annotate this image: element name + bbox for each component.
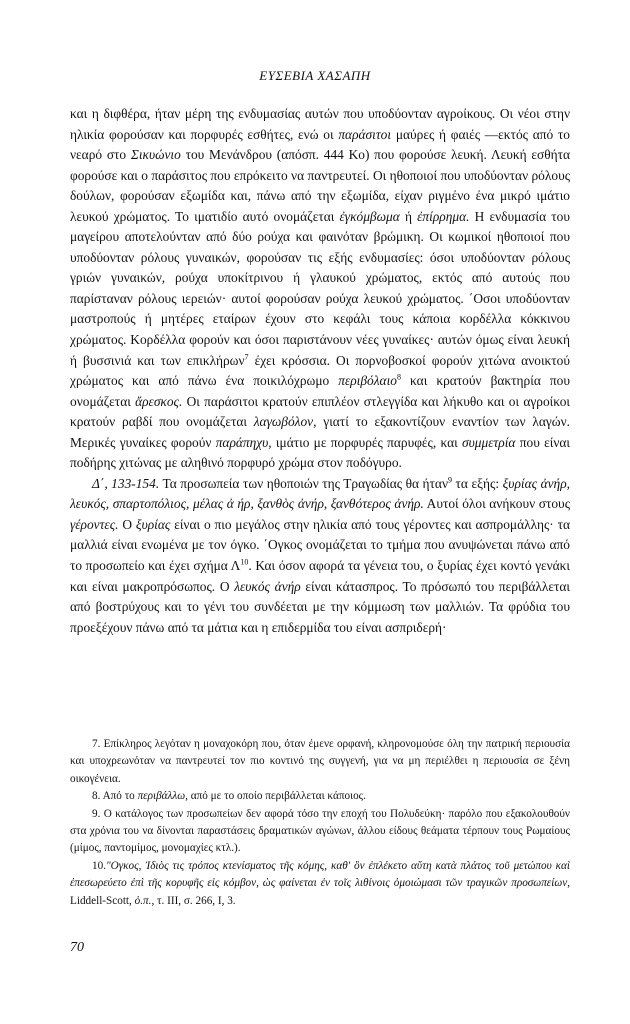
main-text [70,104,570,638]
footnotes [70,736,570,910]
italic-term: λαγωβόλον, [253,414,317,430]
running-head: ΕΥΣΕΒΙΑ ΧΑΣΑΠΗ [259,68,371,83]
italic-term: περιβόλαιο [338,373,397,389]
footnote-10 [70,858,570,910]
text-run: Liddell-Scott, [70,894,135,907]
text-run: μαύρες ή φαιές —εκτός από το νεαρό στο [70,126,570,163]
footnote-ref: 8 [397,372,401,382]
italic-term: ξυρίας [135,516,171,532]
page-number: 70 [70,940,84,955]
paragraph-2 [70,474,570,638]
italic-term: ἐπίρρημα. [417,208,470,224]
italic-term: ἐγκόμβωμα [339,208,400,224]
section-ref: Δ΄, 133-154. [92,475,160,491]
footnote-ref: 9 [448,475,452,485]
text-run: 10. [92,859,106,872]
text-run: Αυτοί όλοι ανήκουν στους [423,496,570,512]
italic-term: γέροντες. [70,516,119,532]
italic-term: ξυρίας ἀνήρ, λευκός, σπαρτοπόλιος, μέλας ἀ ήρ, ξανθὸς ἀνήρ, ξανθότερος ἀνήρ. [70,475,570,512]
text-run: Η ενδυμασία του μαγείρου αποτελούνταν από δύο ρούχα και φαινόταν βρώμικη. Οι κωμικοί ηθοποιοί που υποδύονταν ρόλους γυναικών, φορούσαν τις εξής ενδυμασίες: όσοι υποδύονταν ρόλους γριών γυναικών, ρούχα υποκίτρινου ή γλαυκού χρώματος, εκτός από αυτούς που παρίσταναν ρόλους ιερειών· αυτοί φορούσαν ρούχα λευκού χρώματος. ΄Οσοι υποδύονταν μαστροπούς ή μητέρες εταίρων έχουν στο κεφάλι τους κάποια κορδέλλα κόκκινου χρώματος. Κορδέλλα φορούν και όσοι παριστάνουν νέες γυναίκες· αυτών όμως είναι λευκή ή βυσσινιά και των επικλήρων [70,208,570,368]
footnote-7: 7. Επίκληρος λεγόταν η μοναχοκόρη που, όταν έμενε ορφανή, κληρονομούσε όλη την πατρική περιουσία και υποχρεωνόταν να παντρευτεί τον πιο κοντινό της συγγενή, για να μη περιέλθει η περιουσία σε ξένη οικογένεια. [70,738,570,785]
text-run: είναι κάτασπρος. Το πρόσωπό του περιβάλλεται από βοστρύχους και το γένι του συνδέεται με την κόμμωση των μαλλιών. Τα φρύδια του προεξέχουν πάνω από τα μάτια και η επιδερμίδα του είναι ασπριδερή· [70,578,571,635]
italic-term: ὁ.π. [134,894,152,907]
text-run: και η διφθέρα, ήταν μέρη της ενδυμασίας αυτών που υποδύονταν αγροίκους. Οι νέοι στην ηλικία φορούσαν και πορφυρές εσθήτες, ενώ οι [70,106,570,142]
text-run: τα εξής: [452,475,503,491]
italic-term: λευκός ἀνήρ [234,578,301,594]
italic-term: περιβάλλω, [137,790,188,803]
text-run: και κρατούν βακτηρία που ονομάζεται [70,373,570,409]
italic-quote: "Ογκος, Ἰδιὸς τις τρόπος κτενίσματος τῆς κόμης, καθ' ὃν ἐπλέκετο αὕτη κατὰ πλάτος τοῦ μετώπου καὶ ἐπεσωρεύετο ἐπὶ τῆς κορυφῆς εἰς κόμβον, ὡς φαίνεται ἐν τοῖς λιθίνοις ὁμοιώμασι τῶν τραγικῶν προσωπείων, [70,859,570,890]
text-run: ή [399,208,418,224]
footnote-9: 9. Ο κατάλογος των προσωπείων δεν αφορά τόσο την εποχή του Πολυδεύκη· παρόλο που εξακολουθούν στα χρόνια του να δίνονται παραστάσεις δραματικών αγώνων, άλλου είδους θεάματα τέρπουν τους Ρωμαίους (μίμος, παντομίμος, μονομαχίες κτλ.). [70,807,570,855]
text-run: Οι παράσιτοι κρατούν επιπλέον στλεγγίδα και λήκυθο και οι αγροίκοι κρατούν ραβδί που ονομάζεται [70,393,570,430]
text-run: γιατί το εξακοντίζουν εναντίον των λαγών. Μερικές γυναίκες φορούν [70,414,570,450]
text-run: είναι ο πιο μεγάλος στην ηλικία από τους γέροντες και ασπρομάλλης· τα μαλλιά είναι ενωμένα με τον όγκο. ΄Ογκος ονομάζεται το τμήμα που ανυψώνεται πάνω από το προσωπείο και έχει σχήμα Λ [70,516,570,574]
italic-term: συμμετρία [462,434,516,450]
footnote-ref: 10 [240,557,249,567]
text-run: , τ. III, σ. 266, I, 3. [151,894,236,907]
paragraph-1 [70,104,570,474]
text-run: από με το οποίο περιβάλλεται κάποιος. [187,790,366,803]
footnote-ref: 7 [244,352,249,362]
italic-term: Σικυώνιο [130,147,181,163]
text-run: Ο [118,516,136,532]
text-run: ιμάτιο με πορφυρές παρυφές, και [271,434,463,450]
text-run: . Και όσον αφορά τα γένεια του, ο ξυρίας έχει κοντό γενάκι και είναι μακροπρόσωπος. Ο [70,558,570,594]
text-run: έχει κρόσσια. Οι πορνοβοσκοί φορούν χιτώνα ανοικτού χρώματος και από πάνω ένα ποικιλόχρωμο [70,352,571,389]
italic-term: παράσιτοι [338,126,392,142]
italic-term: παράπηχυ, [215,434,272,450]
text-run: Τα προσωπεία των ηθοποιών της Τραγωδίας θα ήταν [159,475,448,491]
text-run: του Μενάνδρου (απόσπ. 444 Ko) που φορούσε λευκή. Λευκή εσθήτα φορούσε και ο παράσιτος που επρόκειτο να παντρευτεί. Οι ηθοποιοί που υποδύονταν ρόλους δούλων, φορούσαν εξωμίδα και, πάνω από την εξωμίδα, είχαν ριγμένο ένα μικρό ιμάτιο λευκού χρώματος. Το ιματιδίο αυτό ονομάζεται [70,147,571,224]
footnote-8 [70,788,570,805]
italic-term: ἄρεσκος. [135,393,183,409]
text-run: που είναι ποδήρης χιτώνας με αληθινό πορφυρό χρώμα στον ποδόγυρο. [70,434,571,471]
text-run: 8. Από το [92,790,138,803]
